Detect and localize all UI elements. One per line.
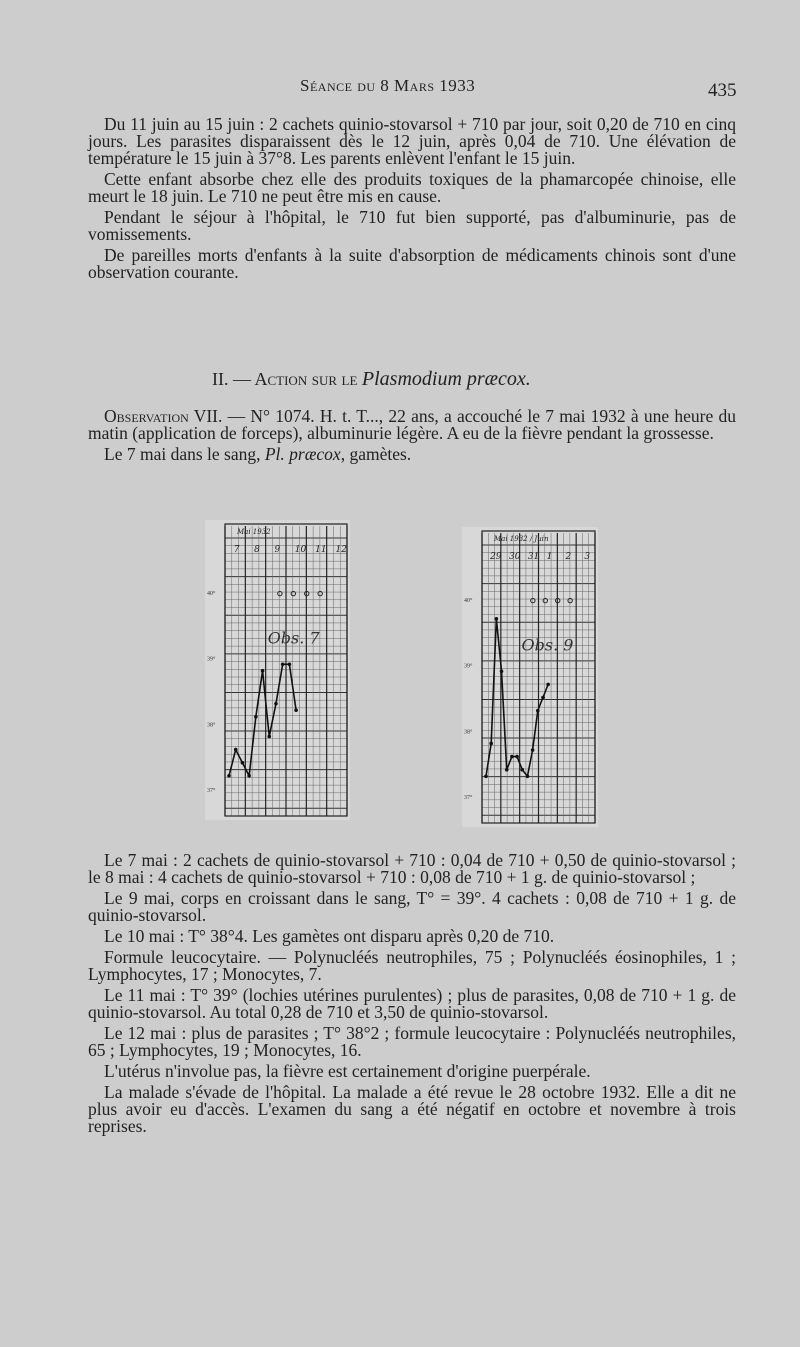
temperature-point [526,774,530,778]
day-label: 7 [233,545,240,555]
temperature-point [510,755,514,759]
section-prefix: II. — Action sur le [212,369,358,389]
y-tick-label: 40° [464,598,473,605]
temperature-chart-svg [205,520,350,820]
closing-paragraph: Le 11 mai : T° 39° (lochies utérines purulentes) ; plus de parasites, 0,08 de 710 + 1 g. de quinio-stovarsol. Au total 0,28 de 710 et 3,50 de quinio-stovarsol. [88,985,736,1022]
y-tick-label: 37° [207,787,216,794]
temperature-point [274,702,278,706]
y-tick-label: 37° [464,794,473,801]
temperature-point [505,768,509,772]
month-header: Mai 1932 / Juin [494,535,549,543]
y-tick-label: 38° [464,729,473,736]
day-label: 31 [527,552,540,562]
intro-paragraph: Cette enfant absorbe chez elle des produits toxiques de la phamarcopée chinoise, elle meurt le 18 juin. Le 710 ne peut être mis en cause. [88,169,736,206]
header-title: Séance du 8 Mars 1933 [300,76,476,95]
closing-paragraph: Le 10 mai : T° 38°4. Les gamètes ont disparu après 0,20 de 710. [104,926,555,946]
month-header: Mai 1932 [237,528,271,536]
temperature-point [288,662,292,666]
observation-text [88,408,736,467]
obs-label: Obs. 7 [267,628,320,648]
closing-paragraph: La malade s'évade de l'hôpital. La malade a été revue le 28 octobre 1932. Elle a dit ne plus avoir eu d'accès. L'examen du sang a été négatif en octobre et novembre à trois reprises. [88,1082,736,1136]
temperature-point [254,715,258,719]
chart-grid [482,531,595,823]
blood-post: , gamètes. [340,444,412,464]
closing-paragraph: Le 12 mai : plus de parasites ; T° 38°2 ; formule leucocytaire : Polynucléés neutrophiles, 65 ; Lymphocytes, 19 ; Monocytes, 16. [88,1023,736,1060]
temperature-point [281,662,285,666]
y-tick-label: 39° [207,656,216,663]
y-tick-label: 40° [207,591,216,598]
day-label: 11 [315,545,327,555]
day-label: 30 [508,552,521,562]
section-heading [212,368,531,391]
temperature-chart-svg [462,527,598,827]
section-species: Plasmodium præcox. [361,368,531,390]
y-tick-label: 39° [464,663,473,670]
temperature-point [489,742,493,746]
day-label: 10 [294,545,307,555]
day-label: 9 [274,545,281,555]
temperature-point [541,696,545,700]
running-header [300,76,475,96]
temperature-chart-2 [462,527,598,827]
temperature-point [531,748,535,752]
blood-paragraph [88,446,736,463]
closing-text [88,852,736,1139]
observation-paragraph [88,408,736,442]
day-label: 12 [335,545,347,555]
temperature-point [536,709,540,713]
intro-text [88,116,736,285]
temperature-point [484,774,488,778]
intro-paragraph: Pendant le séjour à l'hôpital, le 710 fut bien supporté, pas d'albuminurie, pas de vomissements. [88,207,736,244]
chart-grid [225,524,347,816]
temperature-point [241,761,245,765]
y-tick-label: 38° [207,722,216,729]
page-number: 435 [708,80,737,101]
temperature-point [261,669,265,673]
day-label: 2 [565,552,572,562]
temperature-point [515,755,519,759]
closing-paragraph: Le 9 mai, corps en croissant dans le sang, T° = 39°. 4 cachets : 0,08 de 710 + 1 g. de quinio-stovarsol. [88,888,736,925]
temperature-point [520,768,524,772]
closing-paragraph: Le 7 mai : 2 cachets de quinio-stovarsol + 710 : 0,04 de 710 + 0,50 de quinio-stovarsol ; le 8 mai : 4 cachets de quinio-stovarsol + 710 : 0,08 de 710 + 1 g. de quinio-stovarsol ; [88,850,736,887]
temperature-point [247,774,251,778]
temperature-point [495,617,499,621]
obs-label: Obs. 9 [521,635,574,655]
blood-species: Pl. præcox [264,444,341,464]
intro-paragraph: De pareilles morts d'enfants à la suite d'absorption de médicaments chinois sont d'une observation courante. [88,245,736,282]
day-label: 3 [584,552,591,562]
day-label: 29 [490,552,502,562]
temperature-point [500,669,504,673]
closing-paragraph: Formule leucocytaire. — Polynucléés neutrophiles, 75 ; Polynucléés éosinophiles, 1 ; Lymphocytes, 17 ; Monocytes, 7. [88,947,736,984]
day-label: 8 [254,545,260,555]
temperature-point [546,683,550,687]
temperature-point [294,708,298,712]
temperature-chart-1 [205,520,350,820]
observation-label: Observation VII. [104,406,223,426]
temperature-point [234,748,238,752]
observation-body: — N° 1074. H. t. T..., 22 ans, a accouché le 7 mai 1932 à une heure du matin (application de forceps), albuminurie légère. A eu de la fièvre pendant la grossesse. [88,406,736,443]
day-label: 1 [546,552,553,562]
blood-pre: Le 7 mai dans le sang, [104,444,265,464]
closing-paragraph: L'utérus n'involue pas, la fièvre est certainement d'origine puerpérale. [104,1061,591,1081]
intro-paragraph: Du 11 juin au 15 juin : 2 cachets quinio-stovarsol + 710 par jour, soit 0,20 de 710 en cinq jours. Les parasites disparaissent dès le 12 juin, après 0,04 de 710. Une élévation de température le 15 juin à 37°8. Les parents enlèvent l'enfant le 15 juin. [88,114,736,168]
temperature-point [267,735,271,739]
temperature-point [227,774,231,778]
